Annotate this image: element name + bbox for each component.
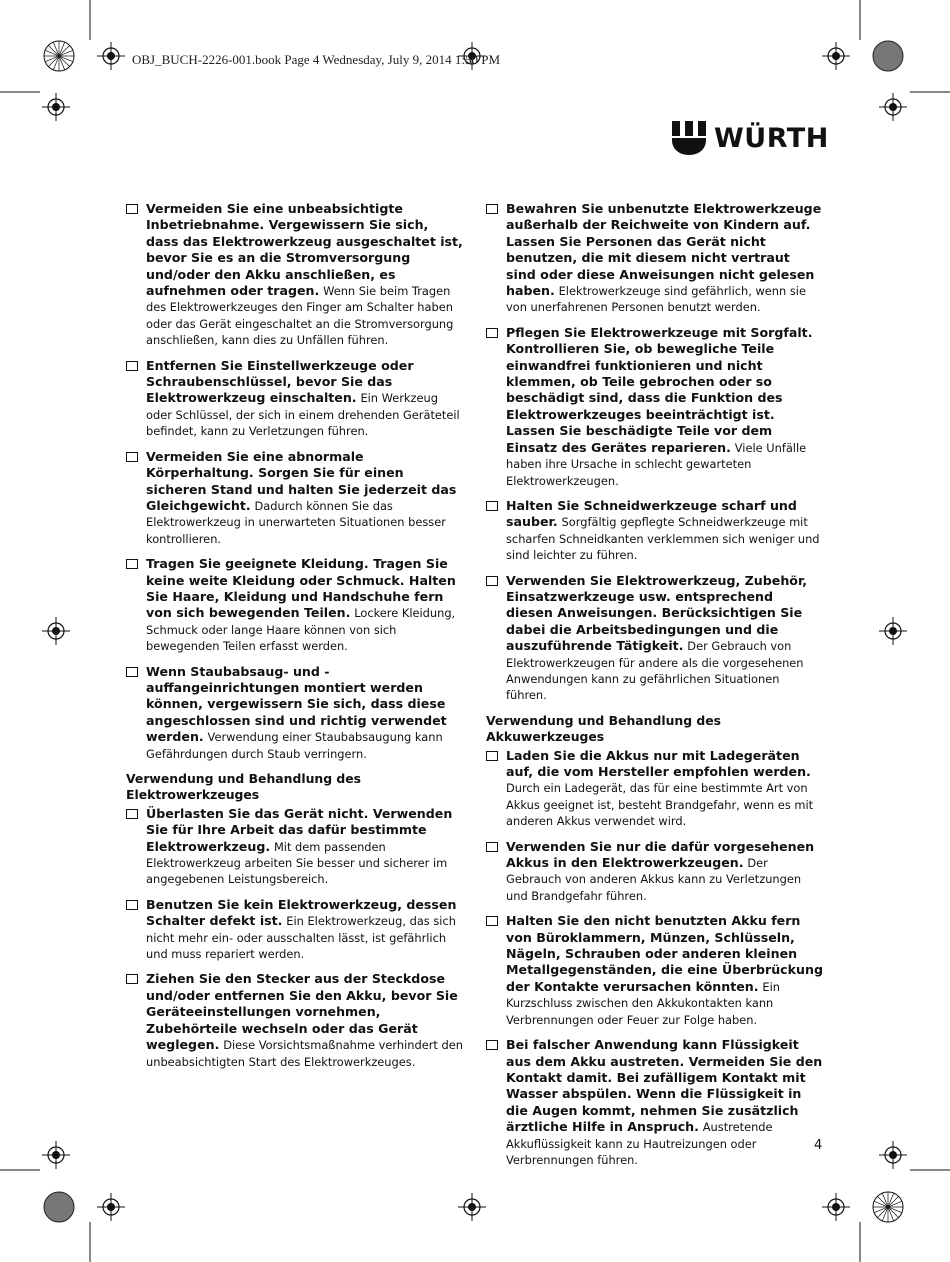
item-bold-text: Entfernen Sie Einstellwerkzeuge oder Schraubenschlüssel, bevor Sie das Elektrowerkzeug einschalten.	[146, 357, 414, 406]
checkbox-bullet-icon	[486, 328, 498, 338]
item-bold-text: Bewahren Sie unbenutzte Elektrowerkzeuge außerhalb der Reichweite von Kindern auf. Lassen Sie Personen das Gerät nicht benutzen, die mit diesem nicht vertraut sind oder diese Anweisungen nicht gelesen haben.	[506, 201, 822, 299]
checkbox-bullet-icon	[126, 361, 138, 371]
list-item	[486, 573, 823, 704]
item-bold-text: Bei falscher Anwendung kann Flüssigkeit aus dem Akku austreten. Vermeiden Sie den Kontakt damit. Bei zufälligem Kontakt mit Wasser abspülen. Wenn die Flüssigkeit in die Augen kommt, nehmen Sie zusätzlich ärztliche Hilfe in Anspruch.	[506, 1037, 823, 1135]
right-column	[486, 201, 823, 1177]
item-bold-text: Verwenden Sie Elektrowerkzeug, Zubehör, Einsatzwerkzeuge usw. entsprechend diesen Anweisungen. Berücksichtigen Sie dabei die Arbeitsbedingungen und die auszuführende Tätigkeit.	[506, 572, 808, 654]
page-number: 4	[814, 1138, 823, 1153]
item-normal-text: Ein Kurzschluss zwischen den Akkukontakten kann Verbrennungen oder Feuer zur Folge haben.	[506, 979, 780, 1027]
list-item	[126, 664, 463, 762]
item-normal-text: Wenn Sie beim Tragen des Elektrowerkzeuges den Finger am Schalter haben oder das Gerät eingeschaltet an die Stromversorgung anschließen, kann dies zu Unfällen führen.	[146, 284, 454, 348]
list-item	[486, 325, 823, 489]
checkbox-bullet-icon	[486, 204, 498, 214]
item-bold-text: Laden Sie die Akkus nur mit Ladegeräten auf, die vom Hersteller empfohlen werden.	[506, 747, 811, 779]
item-normal-text: Ein Elektrowerkzeug, das sich nicht mehr ein- oder ausschalten lässt, ist gefährlich und muss repariert werden.	[146, 914, 456, 962]
brand-logo	[672, 120, 829, 156]
item-normal-text: Sorgfältig gepflegte Schneidwerkzeuge mit scharfen Schneidkanten verklemmen sich weniger und sind leichter zu führen.	[506, 515, 820, 563]
list-item	[486, 498, 823, 564]
checkbox-bullet-icon	[486, 576, 498, 586]
item-normal-text: Der Gebrauch von anderen Akkus kann zu Verletzungen und Brandgefahr führen.	[506, 856, 802, 903]
section-heading: Verwendung und Behandlung des Akkuwerkzeuges	[486, 712, 722, 745]
list-item	[126, 971, 463, 1069]
item-bold-text: Halten Sie Schneidwerkzeuge scharf und sauber.	[506, 497, 797, 530]
item-bold-text: Tragen Sie geeignete Kleidung. Tragen Sie keine weite Kleidung oder Schmuck. Halten Sie Haare, Kleidung und Handschuhe fern von sich bewegenden Teilen.	[146, 556, 456, 621]
list-item	[486, 839, 823, 905]
item-normal-text: Ein Werkzeug oder Schlüssel, der sich in einem drehenden Geräteteil befindet, kann zu Verletzungen führen.	[146, 391, 460, 439]
item-normal-text: Verwendung einer Staubabsaugung kann Gefährdungen durch Staub verringern.	[146, 730, 443, 761]
item-bold-text: Ziehen Sie den Stecker aus der Steckdose und/oder entfernen Sie den Akku, bevor Sie Geräteeinstellungen vornehmen, Zubehörteile wechseln oder das Gerät weglegen.	[146, 971, 458, 1053]
item-bold-text: Überlasten Sie das Gerät nicht. Verwenden Sie für Ihre Arbeit das dafür bestimmte Elektrowerkzeug.	[146, 805, 453, 854]
item-bold-text: Vermeiden Sie eine unbeabsichtigte Inbetriebnahme. Vergewissern Sie sich, dass das Elektrowerkzeug ausgeschaltet ist, bevor Sie es an die Stromversorgung und/oder den Akku anschließen, es aufnehmen oder tragen.	[146, 201, 463, 299]
list-item	[126, 449, 463, 547]
list-item	[486, 201, 823, 316]
checkbox-bullet-icon	[486, 751, 498, 761]
list-item	[126, 806, 463, 888]
checkbox-bullet-icon	[126, 974, 138, 984]
list-item	[126, 358, 463, 440]
list-item	[126, 201, 463, 349]
list-item	[126, 556, 463, 654]
item-bold-text: Verwenden Sie nur die dafür vorgesehenen Akkus in den Elektrowerkzeugen.	[506, 838, 815, 871]
item-normal-text: Dadurch können Sie das Elektrowerkzeug in unerwarteten Situationen besser kontrollieren.	[146, 498, 446, 546]
list-item	[486, 1037, 823, 1168]
left-column	[126, 201, 463, 1079]
item-bold-text: Benutzen Sie kein Elektrowerkzeug, dessen Schalter defekt ist.	[146, 896, 457, 929]
item-normal-text: Diese Vorsichtsmaßnahme verhindert den unbeabsichtigten Start des Elektrowerkzeuges.	[146, 1038, 463, 1069]
item-normal-text: Elektrowerkzeuge sind gefährlich, wenn sie von unerfahrenen Personen benutzt werden.	[506, 284, 806, 315]
print-header: OBJ_BUCH-2226-001.book Page 4 Wednesday, July 9, 2014 1:50 PM	[132, 52, 501, 67]
checkbox-bullet-icon	[486, 501, 498, 511]
item-normal-text: Lockere Kleidung, Schmuck oder lange Haare können von sich bewegenden Teilen erfasst werden.	[146, 606, 456, 654]
checkbox-bullet-icon	[126, 667, 138, 677]
checkbox-bullet-icon	[126, 559, 138, 569]
checkbox-bullet-icon	[486, 916, 498, 926]
item-normal-text: Der Gebrauch von Elektrowerkzeugen für andere als die vorgesehenen Anwendungen kann zu gefährlichen Situationen führen.	[506, 639, 804, 703]
item-bold-text: Vermeiden Sie eine abnormale Körperhaltung. Sorgen Sie für einen sicheren Stand und halten Sie jederzeit das Gleichgewicht.	[146, 448, 457, 513]
checkbox-bullet-icon	[486, 842, 498, 852]
item-normal-text: Durch ein Ladegerät, das für eine bestimmte Art von Akkus geeignet ist, besteht Brandgefahr, wenn es mit anderen Akkus verwendet wird.	[506, 781, 814, 829]
item-bold-text: Halten Sie den nicht benutzten Akku fern von Büroklammern, Münzen, Schlüsseln, Nägeln, Schrauben oder anderen kleinen Metallgegenständen, die eine Überbrückung der Kontakte verursachen könnten.	[506, 913, 823, 994]
checkbox-bullet-icon	[126, 204, 138, 214]
checkbox-bullet-icon	[126, 452, 138, 462]
item-bold-text: Wenn Staubabsaug- und -auffangeinrichtungen montiert werden können, vergewissern Sie sich, dass diese angeschlossen sind und richtig verwendet werden.	[146, 663, 447, 745]
item-normal-text: Austretende Akkuflüssigkeit kann zu Hautreizungen oder Verbrennungen führen.	[506, 1120, 773, 1167]
list-item	[486, 913, 823, 1028]
section-heading: Verwendung und Behandlung des Elektrowerkzeuges	[126, 771, 362, 803]
checkbox-bullet-icon	[486, 1040, 498, 1050]
list-item	[126, 897, 463, 963]
item-bold-text: Pflegen Sie Elektrowerkzeuge mit Sorgfalt. Kontrollieren Sie, ob bewegliche Teile einwandfrei funktionieren und nicht klemmen, ob Teile gebrochen oder so beschädigt sind, dass die Funktion des Elektrowerkzeuges beeinträchtigt ist. Lassen Sie beschädigte Teile vor dem Einsatz des Gerätes reparieren.	[506, 324, 813, 455]
checkbox-bullet-icon	[126, 809, 138, 819]
wurth-logo-icon	[672, 121, 706, 155]
item-normal-text: Mit dem passenden Elektrowerkzeug arbeiten Sie besser und sicherer im angegebenen Leistungsbereich.	[146, 839, 448, 887]
checkbox-bullet-icon	[126, 900, 138, 910]
list-item	[486, 748, 823, 830]
item-normal-text: Viele Unfälle haben ihre Ursache in schlecht gewarteten Elektrowerkzeugen.	[506, 440, 807, 488]
brand-name: WÜRTH	[714, 122, 829, 154]
